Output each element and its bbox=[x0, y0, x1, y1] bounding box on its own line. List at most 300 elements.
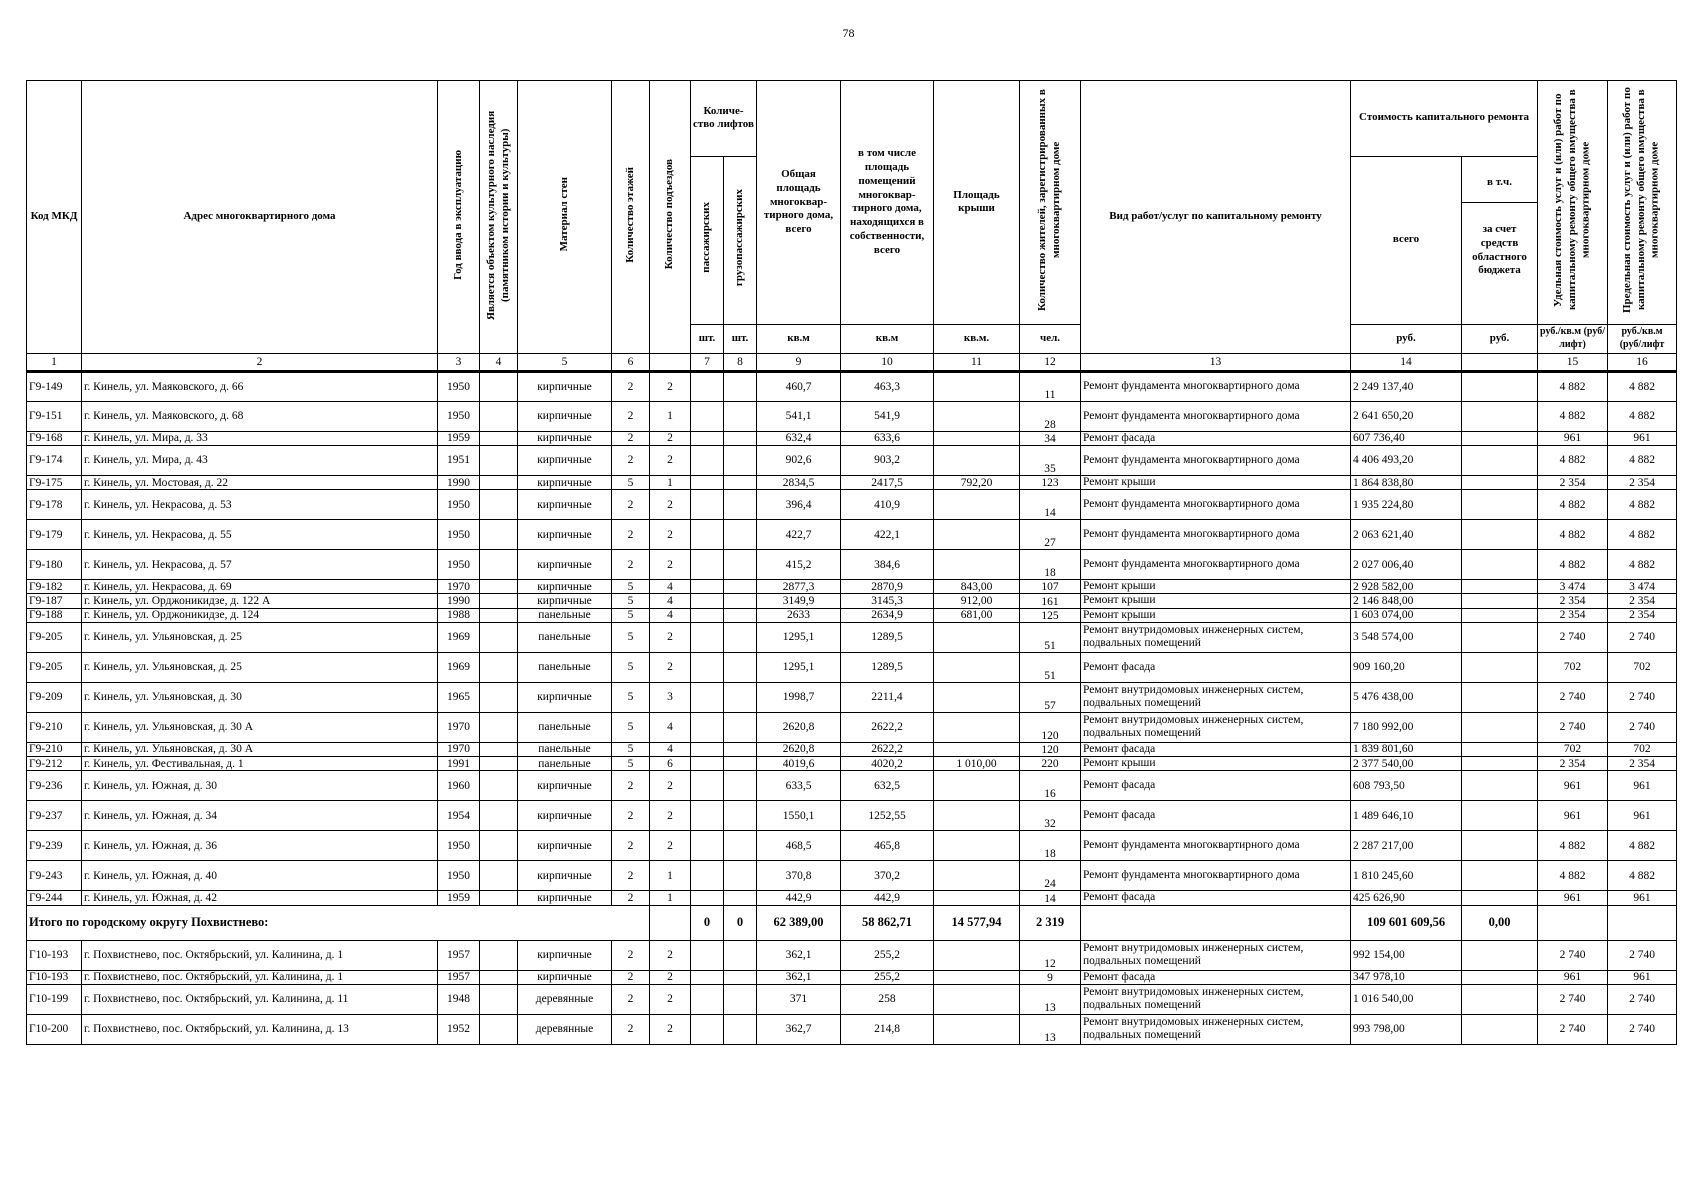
row-owned-area: 3145,3 bbox=[841, 594, 934, 608]
row-unit-cost: 2 354 bbox=[1538, 608, 1608, 622]
row-cost-regional bbox=[1462, 682, 1538, 712]
row-empty bbox=[691, 970, 724, 984]
row-material: кирпичные bbox=[518, 891, 612, 905]
row-material: панельные bbox=[518, 712, 612, 742]
row-work-type: Ремонт фундамента многоквартирного дома bbox=[1081, 520, 1351, 550]
row-cost-total: 2 146 848,00 bbox=[1351, 594, 1462, 608]
row-material: кирпичные bbox=[518, 401, 612, 431]
row-heritage bbox=[480, 445, 518, 475]
row-owned-area: 463,3 bbox=[841, 371, 934, 401]
row-year: 1951 bbox=[438, 445, 480, 475]
row-heritage bbox=[480, 940, 518, 970]
row-cost-total: 1 016 540,00 bbox=[1351, 984, 1462, 1014]
row-year: 1948 bbox=[438, 984, 480, 1014]
row-cost-regional bbox=[1462, 1014, 1538, 1044]
header-cost-total: всего bbox=[1351, 156, 1462, 324]
row-year: 1970 bbox=[438, 712, 480, 742]
col-num: 11 bbox=[934, 353, 1020, 371]
row-entrances: 6 bbox=[650, 757, 691, 771]
header-max-cost: Предельная стоимость услуг и (или) работ по капитальному ремонту общего имущества в многоквартирном доме bbox=[1608, 81, 1677, 325]
row-lift-passenger bbox=[724, 801, 757, 831]
row-unit-cost: 4 882 bbox=[1538, 550, 1608, 580]
row-unit-cost: 702 bbox=[1538, 652, 1608, 682]
row-cost-regional bbox=[1462, 652, 1538, 682]
row-roof-area bbox=[934, 445, 1020, 475]
table-row bbox=[27, 682, 1677, 712]
row-entrances: 3 bbox=[650, 682, 691, 712]
row-owned-area: 2622,2 bbox=[841, 712, 934, 742]
row-roof-area bbox=[934, 682, 1020, 712]
row-address: г. Кинель, ул. Южная, д. 42 bbox=[82, 891, 438, 905]
row-owned-area: 384,6 bbox=[841, 550, 934, 580]
row-entrances: 2 bbox=[650, 652, 691, 682]
row-code: Г9-151 bbox=[27, 401, 82, 431]
row-code: Г9-175 bbox=[27, 475, 82, 489]
row-max-cost: 2 354 bbox=[1608, 594, 1677, 608]
row-floors: 2 bbox=[612, 891, 650, 905]
row-lift-passenger bbox=[724, 742, 757, 756]
row-lift-passenger bbox=[724, 622, 757, 652]
row-floors: 2 bbox=[612, 431, 650, 445]
table-body-kinel bbox=[27, 371, 1677, 905]
col-num: 10 bbox=[841, 353, 934, 371]
table-body-pokhvistnevo bbox=[27, 940, 1677, 1044]
row-owned-area: 2634,9 bbox=[841, 608, 934, 622]
unit-sht-1: шт. bbox=[691, 324, 724, 353]
row-address: г. Кинель, ул. Мира, д. 33 bbox=[82, 431, 438, 445]
row-code: Г10-193 bbox=[27, 970, 82, 984]
row-cost-total: 992 154,00 bbox=[1351, 940, 1462, 970]
total-roof-area: 14 577,94 bbox=[934, 905, 1020, 940]
row-residents: 13 bbox=[1020, 984, 1081, 1014]
row-max-cost: 4 882 bbox=[1608, 490, 1677, 520]
unit-kvm-2: кв.м bbox=[841, 324, 934, 353]
row-address: г. Кинель, ул. Некрасова, д. 69 bbox=[82, 580, 438, 594]
row-residents: 220 bbox=[1020, 757, 1081, 771]
row-residents: 11 bbox=[1020, 371, 1081, 401]
row-heritage bbox=[480, 608, 518, 622]
row-address: г. Похвистнево, пос. Октябрьский, ул. Калинина, д. 1 bbox=[82, 970, 438, 984]
row-lift-passenger bbox=[724, 970, 757, 984]
row-entrances: 2 bbox=[650, 801, 691, 831]
total-empty bbox=[650, 905, 691, 940]
total-owned-area: 58 862,71 bbox=[841, 905, 934, 940]
row-code: Г9-187 bbox=[27, 594, 82, 608]
row-year: 1952 bbox=[438, 1014, 480, 1044]
total-area: 62 389,00 bbox=[757, 905, 841, 940]
row-entrances: 2 bbox=[650, 940, 691, 970]
row-residents: 120 bbox=[1020, 712, 1081, 742]
row-cost-total: 5 476 438,00 bbox=[1351, 682, 1462, 712]
row-max-cost: 702 bbox=[1608, 652, 1677, 682]
row-lift-passenger bbox=[724, 550, 757, 580]
row-roof-area bbox=[934, 970, 1020, 984]
row-total-area: 362,7 bbox=[757, 1014, 841, 1044]
row-empty bbox=[691, 984, 724, 1014]
table-row bbox=[27, 771, 1677, 801]
row-owned-area: 632,5 bbox=[841, 771, 934, 801]
row-entrances: 2 bbox=[650, 970, 691, 984]
row-total-area: 1550,1 bbox=[757, 801, 841, 831]
table-row bbox=[27, 984, 1677, 1014]
header-regional-label: за счет средств областного бюджета bbox=[1472, 223, 1527, 277]
row-max-cost: 4 882 bbox=[1608, 401, 1677, 431]
row-unit-cost: 4 882 bbox=[1538, 520, 1608, 550]
row-cost-total: 1 603 074,00 bbox=[1351, 608, 1462, 622]
row-total-area: 468,5 bbox=[757, 831, 841, 861]
row-code: Г9-205 bbox=[27, 652, 82, 682]
row-code: Г9-209 bbox=[27, 682, 82, 712]
row-year: 1957 bbox=[438, 970, 480, 984]
row-address: г. Кинель, ул. Ульяновская, д. 30 bbox=[82, 682, 438, 712]
total-lift-cargo: 0 bbox=[724, 905, 757, 940]
row-empty bbox=[691, 371, 724, 401]
row-heritage bbox=[480, 891, 518, 905]
row-entrances: 4 bbox=[650, 608, 691, 622]
total-residents: 2 319 bbox=[1020, 905, 1081, 940]
unit-chel: чел. bbox=[1020, 324, 1081, 353]
row-heritage bbox=[480, 970, 518, 984]
header-heritage: Является объектом культурного наследия (памятником истории и культуры) bbox=[480, 81, 518, 354]
row-max-cost: 2 740 bbox=[1608, 940, 1677, 970]
row-floors: 5 bbox=[612, 594, 650, 608]
unit-kvm-1: кв.м bbox=[757, 324, 841, 353]
header-total-area: Общая площадь многоквар- тирного дома, всего bbox=[757, 81, 841, 325]
row-unit-cost: 961 bbox=[1538, 431, 1608, 445]
row-cost-regional bbox=[1462, 801, 1538, 831]
header-code: Код МКД bbox=[27, 81, 82, 354]
row-residents: 16 bbox=[1020, 771, 1081, 801]
row-empty bbox=[691, 431, 724, 445]
row-total-area: 396,4 bbox=[757, 490, 841, 520]
table-row bbox=[27, 940, 1677, 970]
row-material: кирпичные bbox=[518, 831, 612, 861]
row-address: г. Похвистнево, пос. Октябрьский, ул. Калинина, д. 11 bbox=[82, 984, 438, 1014]
row-total-area: 362,1 bbox=[757, 940, 841, 970]
row-cost-total: 7 180 992,00 bbox=[1351, 712, 1462, 742]
row-cost-regional bbox=[1462, 520, 1538, 550]
row-address: г. Кинель, ул. Южная, д. 30 bbox=[82, 771, 438, 801]
row-empty bbox=[691, 490, 724, 520]
row-floors: 5 bbox=[612, 652, 650, 682]
total-regional-cost: 0,00 bbox=[1462, 905, 1538, 940]
row-work-type: Ремонт фасада bbox=[1081, 652, 1351, 682]
row-roof-area: 912,00 bbox=[934, 594, 1020, 608]
row-work-type: Ремонт внутридомовых инженерных систем, подвальных помещений bbox=[1081, 712, 1351, 742]
row-max-cost: 961 bbox=[1608, 970, 1677, 984]
row-code: Г9-179 bbox=[27, 520, 82, 550]
col-num: 16 bbox=[1608, 353, 1677, 371]
row-heritage bbox=[480, 652, 518, 682]
row-cost-total: 608 793,50 bbox=[1351, 771, 1462, 801]
row-owned-area: 214,8 bbox=[841, 1014, 934, 1044]
row-roof-area bbox=[934, 1014, 1020, 1044]
row-lift-passenger bbox=[724, 520, 757, 550]
row-total-area: 362,1 bbox=[757, 970, 841, 984]
row-material: кирпичные bbox=[518, 940, 612, 970]
row-work-type: Ремонт внутридомовых инженерных систем, подвальных помещений bbox=[1081, 1014, 1351, 1044]
row-work-type: Ремонт фасада bbox=[1081, 891, 1351, 905]
row-year: 1960 bbox=[438, 771, 480, 801]
row-year: 1991 bbox=[438, 757, 480, 771]
unit-rub-3: руб./кв.м (руб/лифт) bbox=[1538, 324, 1608, 353]
row-unit-cost: 2 740 bbox=[1538, 940, 1608, 970]
header-year: Год ввода в эксплуатацию bbox=[438, 81, 480, 354]
row-heritage bbox=[480, 861, 518, 891]
row-work-type: Ремонт фундамента многоквартирного дома bbox=[1081, 550, 1351, 580]
row-entrances: 2 bbox=[650, 371, 691, 401]
row-owned-area: 422,1 bbox=[841, 520, 934, 550]
row-work-type: Ремонт фундамента многоквартирного дома bbox=[1081, 831, 1351, 861]
row-empty bbox=[691, 757, 724, 771]
row-material: кирпичные bbox=[518, 475, 612, 489]
row-work-type: Ремонт крыши bbox=[1081, 608, 1351, 622]
row-cost-regional bbox=[1462, 594, 1538, 608]
row-entrances: 2 bbox=[650, 622, 691, 652]
row-owned-area: 1289,5 bbox=[841, 652, 934, 682]
row-code: Г9-237 bbox=[27, 801, 82, 831]
row-residents: 18 bbox=[1020, 550, 1081, 580]
unit-rub-2: руб. bbox=[1462, 324, 1538, 353]
col-num: 12 bbox=[1020, 353, 1081, 371]
row-empty bbox=[691, 940, 724, 970]
row-lift-passenger bbox=[724, 861, 757, 891]
row-cost-regional bbox=[1462, 940, 1538, 970]
row-work-type: Ремонт внутридомовых инженерных систем, подвальных помещений bbox=[1081, 682, 1351, 712]
row-max-cost: 4 882 bbox=[1608, 861, 1677, 891]
row-address: г. Кинель, ул. Южная, д. 36 bbox=[82, 831, 438, 861]
row-unit-cost: 4 882 bbox=[1538, 861, 1608, 891]
row-material: панельные bbox=[518, 622, 612, 652]
table-row bbox=[27, 520, 1677, 550]
unit-rub-1: руб. bbox=[1351, 324, 1462, 353]
row-roof-area bbox=[934, 742, 1020, 756]
row-lift-passenger bbox=[724, 652, 757, 682]
row-code: Г10-199 bbox=[27, 984, 82, 1014]
total-label: Итого по городскому округу Похвистнево: bbox=[27, 905, 650, 940]
row-cost-regional bbox=[1462, 445, 1538, 475]
col-num: 1 bbox=[27, 353, 82, 371]
row-work-type: Ремонт фундамента многоквартирного дома bbox=[1081, 490, 1351, 520]
table-row bbox=[27, 622, 1677, 652]
row-heritage bbox=[480, 594, 518, 608]
row-year: 1950 bbox=[438, 401, 480, 431]
row-lift-passenger bbox=[724, 431, 757, 445]
row-unit-cost: 2 354 bbox=[1538, 475, 1608, 489]
row-entrances: 2 bbox=[650, 431, 691, 445]
table-header bbox=[27, 81, 1677, 372]
row-address: г. Кинель, ул. Маяковского, д. 66 bbox=[82, 371, 438, 401]
row-residents: 107 bbox=[1020, 580, 1081, 594]
row-heritage bbox=[480, 1014, 518, 1044]
header-entrances: Количество подъездов bbox=[650, 81, 691, 354]
row-heritage bbox=[480, 371, 518, 401]
row-empty bbox=[691, 550, 724, 580]
row-code: Г9-212 bbox=[27, 757, 82, 771]
row-empty bbox=[691, 831, 724, 861]
row-owned-area: 2417,5 bbox=[841, 475, 934, 489]
row-entrances: 2 bbox=[650, 771, 691, 801]
row-work-type: Ремонт фундамента многоквартирного дома bbox=[1081, 371, 1351, 401]
row-year: 1957 bbox=[438, 940, 480, 970]
row-code: Г9-182 bbox=[27, 580, 82, 594]
total-cost: 109 601 609,56 bbox=[1351, 905, 1462, 940]
row-lift-passenger bbox=[724, 712, 757, 742]
row-lift-passenger bbox=[724, 594, 757, 608]
row-total-area: 2620,8 bbox=[757, 742, 841, 756]
row-lift-passenger bbox=[724, 608, 757, 622]
row-total-area: 460,7 bbox=[757, 371, 841, 401]
row-year: 1990 bbox=[438, 594, 480, 608]
header-residents: Количество жителей, зарегистрированных в многоквартирном доме bbox=[1020, 81, 1081, 325]
row-empty bbox=[691, 742, 724, 756]
row-address: г. Кинель, ул. Некрасова, д. 55 bbox=[82, 520, 438, 550]
row-entrances: 4 bbox=[650, 742, 691, 756]
row-cost-total: 607 736,40 bbox=[1351, 431, 1462, 445]
row-empty bbox=[691, 445, 724, 475]
row-material: деревянные bbox=[518, 984, 612, 1014]
row-residents: 34 bbox=[1020, 431, 1081, 445]
row-max-cost: 4 882 bbox=[1608, 520, 1677, 550]
table-row bbox=[27, 431, 1677, 445]
row-material: кирпичные bbox=[518, 520, 612, 550]
row-residents: 51 bbox=[1020, 622, 1081, 652]
row-year: 1950 bbox=[438, 371, 480, 401]
row-cost-total: 1 935 224,80 bbox=[1351, 490, 1462, 520]
row-entrances: 4 bbox=[650, 580, 691, 594]
table-row bbox=[27, 712, 1677, 742]
row-year: 1988 bbox=[438, 608, 480, 622]
row-roof-area bbox=[934, 652, 1020, 682]
row-material: кирпичные bbox=[518, 371, 612, 401]
row-unit-cost: 2 740 bbox=[1538, 712, 1608, 742]
row-max-cost: 2 354 bbox=[1608, 608, 1677, 622]
row-cost-regional bbox=[1462, 622, 1538, 652]
row-residents: 51 bbox=[1020, 652, 1081, 682]
row-total-area: 415,2 bbox=[757, 550, 841, 580]
row-roof-area bbox=[934, 801, 1020, 831]
row-address: г. Кинель, ул. Орджоникидзе, д. 122 А bbox=[82, 594, 438, 608]
row-entrances: 1 bbox=[650, 891, 691, 905]
col-num: 14 bbox=[1351, 353, 1462, 371]
row-cost-regional bbox=[1462, 371, 1538, 401]
row-work-type: Ремонт фасада bbox=[1081, 431, 1351, 445]
row-year: 1959 bbox=[438, 891, 480, 905]
table-row bbox=[27, 891, 1677, 905]
header-unit-cost: Удельная стоимость услуг и (или) работ по капитальному ремонту общего имущества в многоквартирном доме bbox=[1538, 81, 1608, 325]
row-floors: 5 bbox=[612, 682, 650, 712]
row-material: кирпичные bbox=[518, 682, 612, 712]
table-row bbox=[27, 401, 1677, 431]
row-heritage bbox=[480, 401, 518, 431]
header-cost-group: Стоимость капитального ремонта bbox=[1351, 81, 1538, 157]
row-cost-total: 425 626,90 bbox=[1351, 891, 1462, 905]
unit-sht-2: шт. bbox=[724, 324, 757, 353]
row-heritage bbox=[480, 475, 518, 489]
row-heritage bbox=[480, 801, 518, 831]
row-owned-area: 2211,4 bbox=[841, 682, 934, 712]
row-cost-regional bbox=[1462, 831, 1538, 861]
row-cost-regional bbox=[1462, 550, 1538, 580]
row-unit-cost: 4 882 bbox=[1538, 831, 1608, 861]
row-cost-regional bbox=[1462, 608, 1538, 622]
row-material: кирпичные bbox=[518, 861, 612, 891]
row-max-cost: 961 bbox=[1608, 801, 1677, 831]
row-address: г. Кинель, ул. Маяковского, д. 68 bbox=[82, 401, 438, 431]
row-entrances: 1 bbox=[650, 475, 691, 489]
col-num: 3 bbox=[438, 353, 480, 371]
row-cost-regional bbox=[1462, 771, 1538, 801]
row-lift-passenger bbox=[724, 580, 757, 594]
row-floors: 2 bbox=[612, 984, 650, 1014]
row-max-cost: 2 354 bbox=[1608, 757, 1677, 771]
row-cost-total: 2 641 650,20 bbox=[1351, 401, 1462, 431]
row-floors: 2 bbox=[612, 940, 650, 970]
row-cost-regional bbox=[1462, 712, 1538, 742]
row-address: г. Кинель, ул. Ульяновская, д. 30 А bbox=[82, 742, 438, 756]
row-empty bbox=[691, 520, 724, 550]
row-address: г. Кинель, ул. Ульяновская, д. 25 bbox=[82, 622, 438, 652]
row-heritage bbox=[480, 984, 518, 1014]
row-year: 1954 bbox=[438, 801, 480, 831]
row-residents: 28 bbox=[1020, 401, 1081, 431]
header-lifts-cargo: грузопассажирских bbox=[724, 156, 757, 324]
row-material: кирпичные bbox=[518, 594, 612, 608]
row-entrances: 2 bbox=[650, 550, 691, 580]
row-unit-cost: 2 740 bbox=[1538, 622, 1608, 652]
row-max-cost: 961 bbox=[1608, 431, 1677, 445]
row-unit-cost: 2 740 bbox=[1538, 1014, 1608, 1044]
row-work-type: Ремонт внутридомовых инженерных систем, подвальных помещений bbox=[1081, 984, 1351, 1014]
row-unit-cost: 2 354 bbox=[1538, 757, 1608, 771]
row-empty bbox=[691, 401, 724, 431]
row-floors: 2 bbox=[612, 490, 650, 520]
row-heritage bbox=[480, 622, 518, 652]
row-cost-total: 2 287 217,00 bbox=[1351, 831, 1462, 861]
row-cost-total: 1 864 838,80 bbox=[1351, 475, 1462, 489]
col-num: 5 bbox=[518, 353, 612, 371]
row-roof-area bbox=[934, 401, 1020, 431]
row-cost-regional bbox=[1462, 742, 1538, 756]
row-heritage bbox=[480, 712, 518, 742]
table-row bbox=[27, 594, 1677, 608]
table-row bbox=[27, 1014, 1677, 1044]
total-empty bbox=[1538, 905, 1608, 940]
header-floors: Количество этажей bbox=[612, 81, 650, 354]
header-owned-area: в том числе площадь помещений многоквар- тирного дома, находящихся в собственности, всего bbox=[841, 81, 934, 325]
row-empty bbox=[691, 1014, 724, 1044]
row-max-cost: 961 bbox=[1608, 891, 1677, 905]
row-floors: 5 bbox=[612, 757, 650, 771]
row-unit-cost: 961 bbox=[1538, 891, 1608, 905]
row-lift-passenger bbox=[724, 831, 757, 861]
header-incl: в т.ч. bbox=[1462, 162, 1537, 203]
row-empty bbox=[691, 712, 724, 742]
row-year: 1970 bbox=[438, 742, 480, 756]
row-material: кирпичные bbox=[518, 970, 612, 984]
row-max-cost: 4 882 bbox=[1608, 831, 1677, 861]
row-total-area: 422,7 bbox=[757, 520, 841, 550]
row-entrances: 2 bbox=[650, 831, 691, 861]
row-residents: 123 bbox=[1020, 475, 1081, 489]
column-number-row bbox=[27, 353, 1677, 371]
row-residents: 120 bbox=[1020, 742, 1081, 756]
row-owned-area: 442,9 bbox=[841, 891, 934, 905]
row-year: 1970 bbox=[438, 580, 480, 594]
row-lift-passenger bbox=[724, 940, 757, 970]
row-entrances: 2 bbox=[650, 1014, 691, 1044]
row-cost-regional bbox=[1462, 891, 1538, 905]
